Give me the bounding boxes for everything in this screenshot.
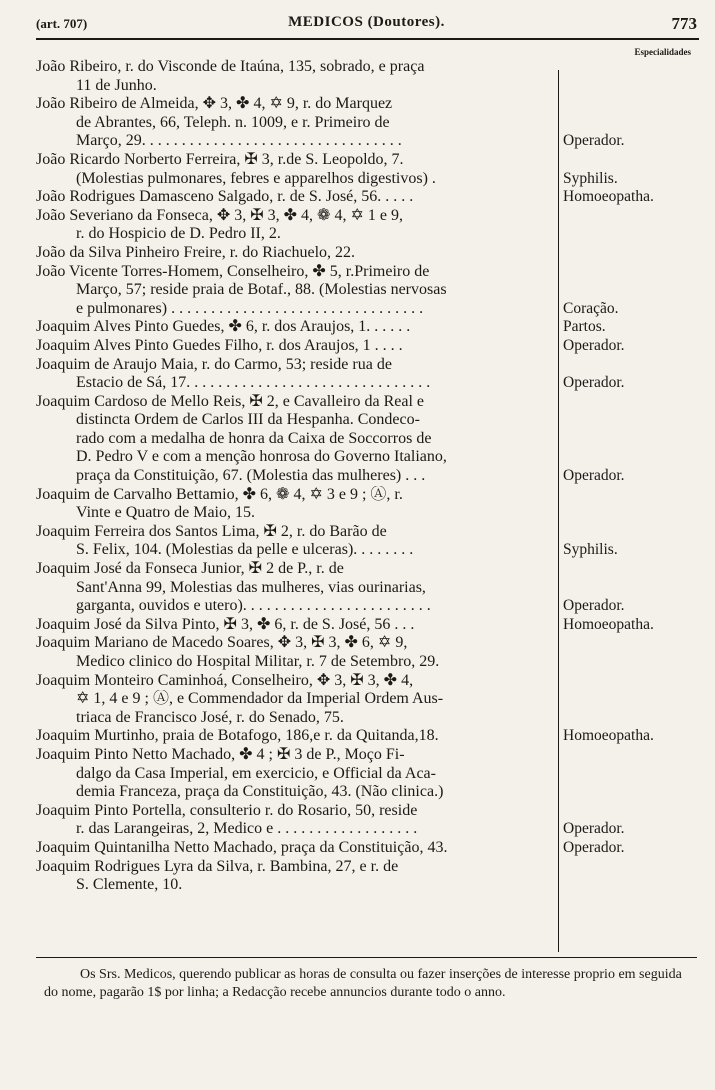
entry-name-line: João Severiano da Fonseca, ✥ 3, ✠ 3, ✤ 4, ❁ 4, ✡ 1 e 9, <box>36 206 403 224</box>
entry-continuation-line: Março, 29. . . . . . . . . . . . . . . . . . . . . . . . . . . . . . . . . <box>76 132 402 150</box>
specialty-label: Operador. <box>563 597 625 615</box>
entry-continuation-line: garganta, ouvidos e utero). . . . . . . . . . . . . . . . . . . . . . . . <box>76 597 431 615</box>
entry-continuation-line: distincta Ordem de Carlos III da Hespanha. Condeco- <box>76 411 420 429</box>
entry-name-line: João Rodrigues Damasceno Salgado, r. de S. José, 56. . . . . <box>36 188 414 206</box>
entry-name-line: Joaquim Quintanilha Netto Machado, praça da Constituição, 43. <box>36 838 448 856</box>
entry-name-line: João Ribeiro de Almeida, ✥ 3, ✤ 4, ✡ 9, r. do Marquez <box>36 95 393 113</box>
entry-continuation-line: dalgo da Casa Imperial, em exercicio, e Official da Aca- <box>76 764 436 782</box>
specialty-label: Coração. <box>563 299 619 317</box>
specialties-column-label: Especialidades <box>634 47 691 57</box>
entry-continuation-line: Vinte e Quatro de Maio, 15. <box>76 504 255 522</box>
entry-continuation-line: triaca de Francisco José, r. do Senado, 75. <box>76 708 344 726</box>
entry-continuation-line: e pulmonares) . . . . . . . . . . . . . . . . . . . . . . . . . . . . . . . . <box>76 299 424 317</box>
entry-continuation-line: Março, 57; reside praia de Botaf., 88. (Molestias nervosas <box>76 281 447 299</box>
list-item <box>0 58 715 95</box>
entry-name-line: Joaquim Mariano de Macedo Soares, ✥ 3, ✠ 3, ✤ 6, ✡ 9, <box>36 634 408 652</box>
specialty-label: Operador. <box>563 820 625 838</box>
footnote-rule <box>36 957 697 958</box>
entry-name-line: João Vicente Torres-Homem, Conselheiro, ✤ 5, r.Primeiro de <box>36 262 430 280</box>
specialty-label: Syphilis. <box>563 169 618 187</box>
list-item <box>0 244 715 263</box>
entry-continuation-line: de Abrantes, 66, Teleph. n. 1009, e r. Primeiro de <box>76 113 390 131</box>
list-item <box>0 839 715 858</box>
entry-name-line: Joaquim José da Silva Pinto, ✠ 3, ✤ 6, r. de S. José, 56 . . . <box>36 615 415 633</box>
specialty-label: Operador. <box>563 374 625 392</box>
entry-name-line: Joaquim Alves Pinto Guedes Filho, r. dos Araujos, 1 . . . . <box>36 336 403 354</box>
entry-continuation-line: Estacio de Sá, 17. . . . . . . . . . . . . . . . . . . . . . . . . . . . . . . <box>76 374 431 392</box>
footnote: Os Srs. Medicos, querendo publicar as horas de consulta ou fazer inserções de interesse proprio em seguida do nome, pagarão 1$ por linha; a Redacção recebe annuncios durante todo o anno. <box>44 967 682 1000</box>
list-item <box>0 616 715 635</box>
list-item <box>0 337 715 356</box>
entry-continuation-line: r. do Hospicio de D. Pedro II, 2. <box>76 225 281 243</box>
entry-name-line: Joaquim Pinto Netto Machado, ✤ 4 ; ✠ 3 de P., Moço Fi- <box>36 745 405 763</box>
list-item <box>0 746 715 802</box>
specialty-label: Operador. <box>563 838 625 856</box>
entry-continuation-line: r. das Larangeiras, 2, Medico e . . . . . . . . . . . . . . . . . . <box>76 820 418 838</box>
entry-continuation-line: S. Clemente, 10. <box>76 876 183 894</box>
specialty-label: Partos. <box>563 318 606 336</box>
list-item <box>0 486 715 523</box>
entry-name-line: Joaquim Rodrigues Lyra da Silva, r. Bambina, 27, e r. de <box>36 857 399 875</box>
specialty-label: Homoeopatha. <box>563 727 654 745</box>
specialty-label: Operador. <box>563 336 625 354</box>
entry-name-line: Joaquim de Araujo Maia, r. do Carmo, 53; reside rua de <box>36 355 392 373</box>
list-item <box>0 318 715 337</box>
entry-continuation-line: ✡ 1, 4 e 9 ; Ⓐ, e Commendador da Imperial Ordem Aus- <box>76 690 444 708</box>
entry-continuation-line: Medico clinico do Hospital Militar, r. 7 de Setembro, 29. <box>76 653 440 670</box>
specialty-label: Operador. <box>563 467 625 485</box>
entry-name-line: Joaquim Cardoso de Mello Reis, ✠ 2, e Cavalleiro da Real e <box>36 392 424 410</box>
section-title: MEDICOS (Doutores). <box>288 14 445 30</box>
entry-name-line: João da Silva Pinheiro Freire, r. do Riachuelo, 22. <box>36 243 356 261</box>
specialty-label: Homoeopatha. <box>563 615 654 633</box>
list-item <box>0 727 715 746</box>
entry-name-line: Joaquim Monteiro Caminhoá, Conselheiro, ✥ 3, ✠ 3, ✤ 4, <box>36 671 414 689</box>
list-item <box>0 523 715 560</box>
entry-continuation-line: 11 de Junho. <box>76 76 157 94</box>
entry-name-line: João Ricardo Norberto Ferreira, ✠ 3, r.de S. Leopoldo, 7. <box>36 150 404 168</box>
entry-continuation-line: demia Franceza, praça da Constituição, 43. (Não clinica.) <box>76 783 444 801</box>
entry-continuation-line: (Molestias pulmonares, febres e apparelhos digestivos) . <box>76 169 436 187</box>
specialty-label: Operador. <box>563 132 625 150</box>
list-item <box>0 858 715 895</box>
list-item <box>0 634 715 671</box>
entry-continuation-line: D. Pedro V e com a menção honrosa do Governo Italiano, <box>76 448 447 466</box>
entry-continuation-line: praça da Constituição, 67. (Molestia das mulheres) . . . <box>76 467 426 485</box>
entry-continuation-line: S. Felix, 104. (Molestias da pelle e ulceras). . . . . . . . <box>76 541 414 559</box>
entry-name-line: Joaquim José da Fonseca Junior, ✠ 2 de P., r. de <box>36 560 344 578</box>
specialty-label: Homoeopatha. <box>563 188 654 206</box>
running-header <box>36 14 697 36</box>
entry-list <box>0 58 715 895</box>
list-item <box>0 95 715 151</box>
list-item <box>0 393 715 486</box>
list-item <box>0 672 715 728</box>
entry-name-line: Joaquim Murtinho, praia de Botafogo, 186,e r. da Quitanda,18. <box>36 727 439 745</box>
entry-continuation-line: rado com a medalha de honra da Caixa de Soccorros de <box>76 429 432 447</box>
specialty-label: Syphilis. <box>563 541 618 559</box>
list-item <box>0 207 715 244</box>
list-item <box>0 188 715 207</box>
list-item <box>0 802 715 839</box>
header-rule <box>36 38 699 40</box>
entry-continuation-line: Sant'Anna 99, Molestias das mulheres, vias ourinarias, <box>76 578 426 596</box>
entry-name-line: João Ribeiro, r. do Visconde de Itaúna, 135, sobrado, e praça <box>36 58 425 75</box>
entry-name-line: Joaquim de Carvalho Bettamio, ✤ 6, ❁ 4, ✡ 3 e 9 ; Ⓐ, r. <box>36 485 403 503</box>
entry-name-line: Joaquim Alves Pinto Guedes, ✤ 6, r. dos Araujos, 1. . . . . . <box>36 318 411 336</box>
article-ref: (art. 707) <box>36 16 88 31</box>
list-item <box>0 151 715 188</box>
page-number: 773 <box>671 14 697 33</box>
list-item <box>0 356 715 393</box>
entry-name-line: Joaquim Pinto Portella, consulterio r. do Rosario, 50, reside <box>36 801 418 819</box>
entry-name-line: Joaquim Ferreira dos Santos Lima, ✠ 2, r. do Barão de <box>36 522 387 540</box>
list-item <box>0 263 715 319</box>
list-item <box>0 560 715 616</box>
